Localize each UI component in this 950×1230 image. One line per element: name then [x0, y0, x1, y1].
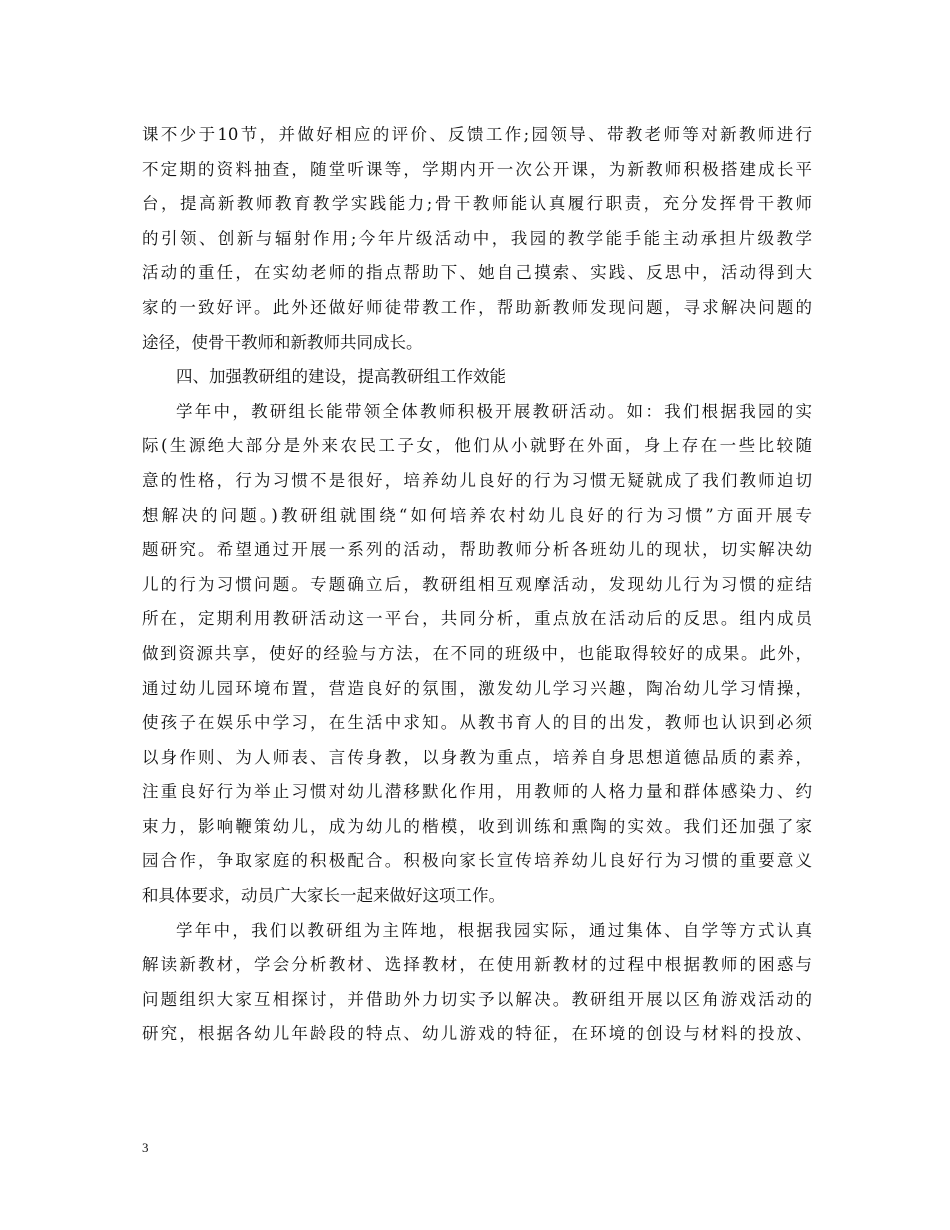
text-line: 束力，影响鞭策幼儿，成为幼儿的楷模，收到训练和熏陶的实效。我们还加强了家 — [142, 816, 812, 836]
text-line: 途径，使骨干教师和新教师共同成长。 — [142, 332, 423, 352]
text-line: 解读新教材，学会分析教材、选择教材，在使用新教材的过程中根据教师的困惑与 — [142, 955, 812, 975]
text-line: 做到资源共享，使好的经验与方法，在不同的班级中，也能取得较好的成果。此外， — [142, 643, 812, 663]
text-line: 的引领、创新与辐射作用;今年片级活动中，我园的教学能手能主动承担片级教学 — [142, 228, 812, 248]
text-line: 学年中，教研组长能带领全体教师积极开展教研活动。如：我们根据我园的实 — [176, 401, 812, 421]
text-line: 学年中，我们以教研组为主阵地，根据我园实际，通过集体、自学等方式认真 — [176, 920, 812, 940]
text-line: 想解决的问题。)教研组就围绕“如何培养农村幼儿良好的行为习惯”方面开展专 — [142, 505, 812, 525]
text-line: 课不少于10节，并做好相应的评价、反馈工作;园领导、带教老师等对新教师进行 — [142, 125, 812, 144]
heading-text: 四、加强教研组的建设，提高教研组工作效能 — [176, 367, 506, 387]
text-line: 际(生源绝大部分是外来农民工子女，他们从小就野在外面，身上存在一些比较随 — [142, 436, 812, 456]
text-line: 活动的重任，在实幼老师的指点帮助下、她自己摸索、实践、反思中，活动得到大 — [142, 263, 812, 283]
paragraph-1 — [142, 118, 812, 360]
text-line: 园合作，争取家庭的积极配合。积极向家长宣传培养幼儿良好行为习惯的重要意义 — [142, 851, 812, 871]
section-heading — [142, 360, 812, 395]
text-line: 以身作则、为人师表、言传身教，以身教为重点，培养自身思想道德品质的素养， — [142, 747, 812, 767]
text-line: 注重良好行为举止习惯对幼儿潜移默化作用，用教师的人格力量和群体感染力、约 — [142, 782, 812, 802]
text-line: 所在，定期利用教研活动这一平台，共同分析，重点放在活动后的反思。组内成员 — [142, 609, 812, 629]
text-line: 儿的行为习惯问题。专题确立后，教研组相互观摩活动，发现幼儿行为习惯的症结 — [142, 574, 812, 594]
text-line: 台，提高新教师教育教学实践能力;骨干教师能认真履行职责，充分发挥骨干教师 — [142, 194, 812, 214]
text-line: 家的一致好评。此外还做好师徒带教工作，帮助新教师发现问题，寻求解决问题的 — [142, 297, 812, 317]
text-line: 不定期的资料抽查，随堂听课等，学期内开一次公开课，为新教师积极搭建成长平 — [142, 159, 812, 179]
page-number: 3 — [142, 1140, 149, 1155]
text-line: 题研究。希望通过开展一系列的活动，帮助教师分析各班幼儿的现状，切实解决幼 — [142, 540, 812, 560]
text-line: 通过幼儿园环境布置，营造良好的氛围，激发幼儿学习兴趣，陶冶幼儿学习情操， — [142, 678, 812, 698]
text-line: 研究，根据各幼儿年龄段的特点、幼儿游戏的特征，在环境的创设与材料的投放、 — [142, 1024, 812, 1044]
text-line: 意的性格，行为习惯不是很好，培养幼儿良好的行为习惯无疑就成了我们教师迫切 — [142, 470, 812, 490]
document-body — [142, 118, 812, 1052]
paragraph-2 — [142, 395, 812, 914]
paragraph-3 — [142, 914, 812, 1052]
text-line: 问题组织大家互相探讨，并借助外力切实予以解决。教研组开展以区角游戏活动的 — [142, 989, 812, 1009]
text-line: 使孩子在娱乐中学习，在生活中求知。从教书育人的目的出发，教师也认识到必须 — [142, 713, 812, 733]
text-line: 和具体要求，动员广大家长一起来做好这项工作。 — [142, 886, 505, 906]
